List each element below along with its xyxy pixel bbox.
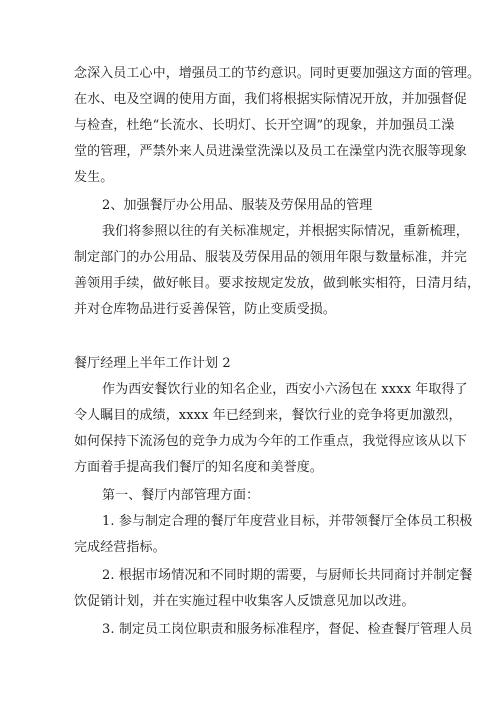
list-item-line: 饮促销计划，并在实施过程中收集客人反馈意见加以改进。 bbox=[74, 594, 415, 609]
section-title: 餐厅经理上半年工作计划 2 bbox=[74, 356, 231, 371]
text-line: 我们将参照以往的有关标准规定，并根据实际情况，重新梳理， bbox=[102, 224, 469, 239]
text-line: 发生。 bbox=[74, 170, 114, 185]
list-item-line: 1. 参与制定合理的餐厅年度营业目标，并带领餐厅全体员工积极 bbox=[102, 514, 473, 529]
text-line: 念深入员工心中，增强员工的节约意识。同时更要加强这方面的管理。 bbox=[74, 66, 481, 81]
text-line: 制定部门的办公用品、服装及劳保用品的领用年限与数量标准，并完 bbox=[74, 250, 468, 265]
list-item-line: 3. 制定员工岗位职责和服务标准程序，督促、检查餐厅管理人员 bbox=[102, 622, 473, 637]
text-line: 并对仓库物品进行妥善保管，防止变质受损。 bbox=[74, 302, 337, 317]
text-line: 在水、电及空调的使用方面，我们将根据实际情况开放，并加强督促 bbox=[74, 92, 468, 107]
text-line: 作为西安餐饮行业的知名企业，西安小六汤包在 xxxx 年取得了 bbox=[102, 382, 468, 397]
text-line: 与检查，杜绝“长流水、长明灯、长开空调”的现象，并加强员工澡 bbox=[74, 118, 455, 133]
list-item-line: 2. 根据市场情况和不同时期的需要，与厨师长共同商讨并制定餐 bbox=[102, 568, 473, 583]
list-item-line: 完成经营指标。 bbox=[74, 540, 166, 555]
text-line: 方面着手提高我们餐厅的知名度和美誉度。 bbox=[74, 460, 323, 475]
section-heading: 第一、餐厅内部管理方面： bbox=[102, 488, 260, 503]
text-line: 如何保持下流汤包的竞争力成为今年的工作重点，我觉得应该从以下 bbox=[74, 434, 468, 449]
text-line: 堂的管理，严禁外来人员进澡堂洗澡以及员工在澡堂内洗衣服等现象 bbox=[74, 144, 468, 159]
text-line: 善领用手续，做好帐目。要求按规定发放，做到帐实相符，日清月结， bbox=[74, 276, 481, 291]
text-line: 令人瞩目的成绩，xxxx 年已经到来，餐饮行业的竞争将更加激烈， bbox=[74, 408, 462, 423]
section-heading: 2、加强餐厅办公用品、服装及劳保用品的管理 bbox=[102, 198, 373, 213]
